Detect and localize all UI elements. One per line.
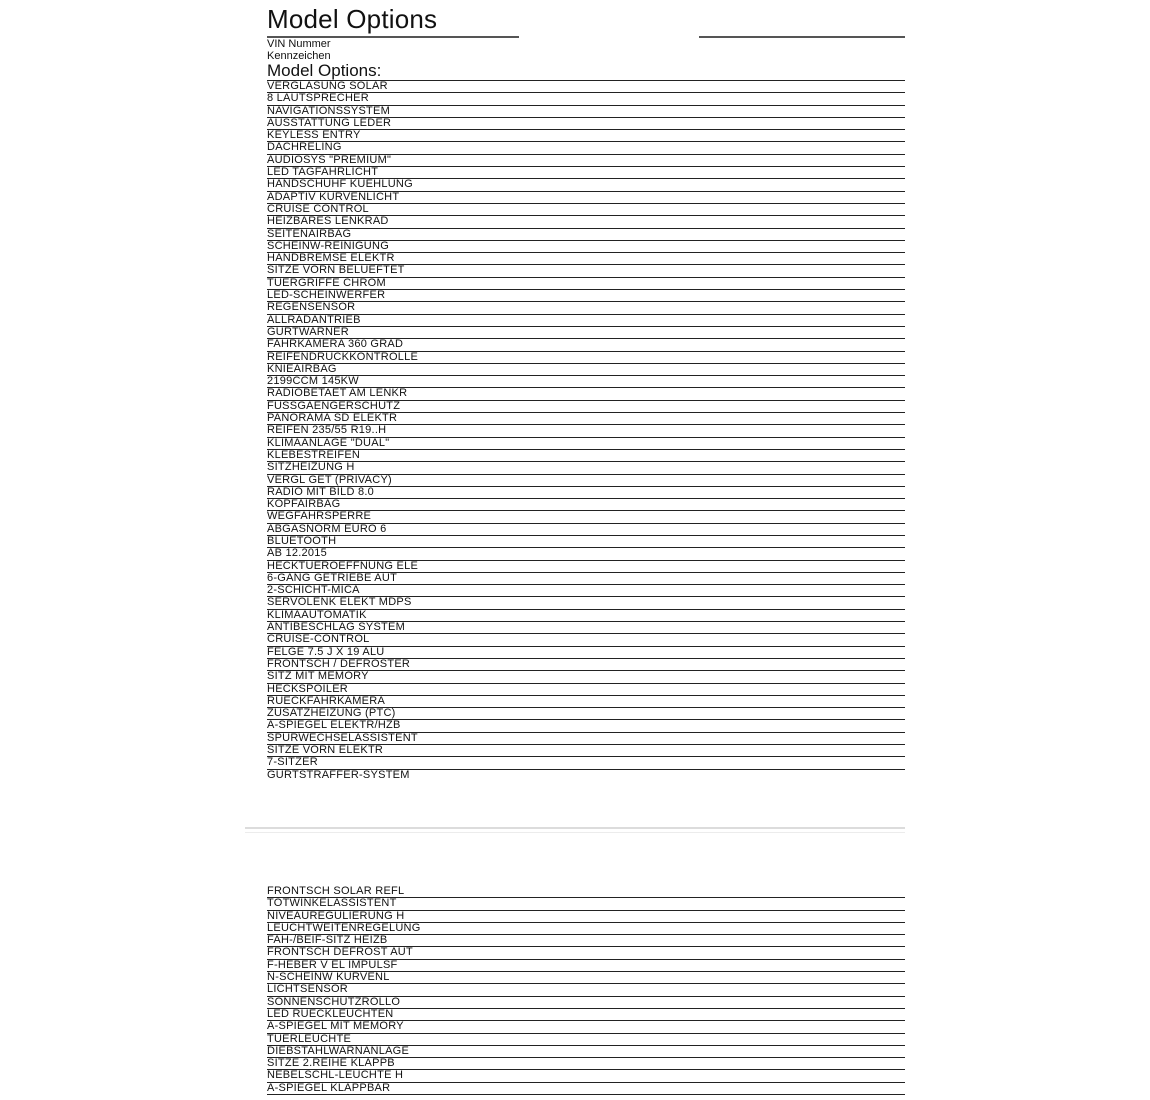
option-item: SEITENAIRBAG bbox=[267, 229, 905, 241]
option-item: TOTWINKELASSISTENT bbox=[267, 898, 905, 910]
option-item: F-HEBER V EL IMPULSF bbox=[267, 960, 905, 972]
option-item: ADAPTIV KURVENLICHT bbox=[267, 192, 905, 204]
option-item: LED TAGFAHRLICHT bbox=[267, 167, 905, 179]
option-item: KEYLESS ENTRY bbox=[267, 130, 905, 142]
option-item: ANTIBESCHLAG SYSTEM bbox=[267, 622, 905, 634]
option-item: N-SCHEINW KURVENL bbox=[267, 972, 905, 984]
option-item: PANORAMA SD ELEKTR bbox=[267, 413, 905, 425]
option-item: NEBELSCHL-LEUCHTE H bbox=[267, 1070, 905, 1082]
option-item: AB 12.2015 bbox=[267, 548, 905, 560]
option-item: GURTSTRAFFER-SYSTEM bbox=[267, 769, 410, 781]
page-title: Model Options bbox=[267, 4, 438, 34]
option-item: RADIOBETAET AM LENKR bbox=[267, 388, 905, 400]
page-divider-shadow bbox=[245, 832, 905, 833]
option-item: KLEBESTREIFEN bbox=[267, 450, 905, 462]
option-item: HEIZBARES LENKRAD bbox=[267, 216, 905, 228]
option-item: SONNENSCHUTZROLLO bbox=[267, 997, 905, 1009]
option-item: REGENSENSOR bbox=[267, 302, 905, 314]
option-item: HANDBREMSE ELEKTR bbox=[267, 253, 905, 265]
option-item: AUSSTATTUNG LEDER bbox=[267, 118, 905, 130]
option-item: SITZ MIT MEMORY bbox=[267, 671, 905, 683]
option-item: FUSSGAENGERSCHUTZ bbox=[267, 401, 905, 413]
option-item: TUERLEUCHTE bbox=[267, 1034, 905, 1046]
option-item: KNIEAIRBAG bbox=[267, 364, 905, 376]
option-item: HECKSPOILER bbox=[267, 684, 905, 696]
option-item: LEUCHTWEITENREGELUNG bbox=[267, 923, 905, 935]
options-list-page-2 bbox=[267, 886, 905, 1095]
option-item: 2199CCM 145KW bbox=[267, 376, 905, 388]
option-item: ALLRADANTRIEB bbox=[267, 315, 905, 327]
option-item: ABGASNORM EURO 6 bbox=[267, 524, 905, 536]
option-item: RADIO MIT BILD 8.0 bbox=[267, 487, 905, 499]
option-item: GURTWARNER bbox=[267, 327, 905, 339]
option-item: DACHRELING bbox=[267, 142, 905, 154]
option-item: REIFEN 235/55 R19..H bbox=[267, 425, 905, 437]
option-item: ZUSATZHEIZUNG (PTC) bbox=[267, 708, 905, 720]
options-list-page-1 bbox=[267, 80, 905, 781]
option-item: SITZE VORN BELUEFTET bbox=[267, 265, 905, 277]
option-item: WEGFAHRSPERRE bbox=[267, 511, 905, 523]
document-page-2 bbox=[245, 860, 905, 1100]
option-item: SITZE 2.REIHE KLAPPB bbox=[267, 1058, 905, 1070]
option-item: NIVEAUREGULIERUNG H bbox=[267, 911, 905, 923]
option-item: KOPFAIRBAG bbox=[267, 499, 905, 511]
option-item: VERGLASUNG SOLAR bbox=[267, 81, 905, 93]
option-item: LED RUECKLEUCHTEN bbox=[267, 1009, 905, 1021]
option-item: A-SPIEGEL ELEKTR/HZB bbox=[267, 720, 905, 732]
option-item: FAH-/BEIF-SITZ HEIZB bbox=[267, 935, 905, 947]
option-item: LED-SCHEINWERFER bbox=[267, 290, 905, 302]
option-item: 7-SITZER bbox=[267, 757, 905, 769]
option-item: SERVOLENK ELEKT MDPS bbox=[267, 597, 905, 609]
option-item: 2-SCHICHT-MICA bbox=[267, 585, 905, 597]
option-item: TUERGRIFFE CHROM bbox=[267, 278, 905, 290]
option-item: FAHRKAMERA 360 GRAD bbox=[267, 339, 905, 351]
option-item: FRONTSCH / DEFROSTER bbox=[267, 659, 905, 671]
option-item: KLIMAANLAGE "DUAL" bbox=[267, 438, 905, 450]
option-item: REIFENDRUCKKONTROLLE bbox=[267, 352, 905, 364]
vin-label: VIN Nummer bbox=[267, 38, 331, 50]
option-item: LICHTSENSOR bbox=[267, 984, 905, 996]
option-item: DIEBSTAHLWARNANLAGE bbox=[267, 1046, 905, 1058]
option-item: RUECKFAHRKAMERA bbox=[267, 696, 905, 708]
option-item: VERGL GET (PRIVACY) bbox=[267, 475, 905, 487]
option-item: 6-GANG GETRIEBE AUT bbox=[267, 573, 905, 585]
option-item: 8 LAUTSPRECHER bbox=[267, 93, 905, 105]
option-item: HECKTUEROEFFNUNG ELE bbox=[267, 561, 905, 573]
option-item: FRONTSCH SOLAR REFL bbox=[267, 886, 905, 898]
option-item: HANDSCHUHF KUEHLUNG bbox=[267, 179, 905, 191]
option-item: SCHEINW-REINIGUNG bbox=[267, 241, 905, 253]
option-item: CRUISE-CONTROL bbox=[267, 634, 905, 646]
page-divider bbox=[245, 827, 905, 829]
option-item: SITZHEIZUNG H bbox=[267, 462, 905, 474]
option-item: FRONTSCH DEFROST AUT bbox=[267, 947, 905, 959]
option-item: A-SPIEGEL KLAPPBAR bbox=[267, 1083, 905, 1095]
option-item: SPURWECHSELASSISTENT bbox=[267, 733, 905, 745]
signature-line bbox=[699, 36, 905, 38]
document-page-1 bbox=[245, 0, 905, 790]
option-item: AUDIOSYS "PREMIUM" bbox=[267, 155, 905, 167]
option-item: CRUISE CONTROL bbox=[267, 204, 905, 216]
option-item: BLUETOOTH bbox=[267, 536, 905, 548]
plate-label: Kennzeichen bbox=[267, 50, 331, 62]
options-heading: Model Options: bbox=[267, 61, 382, 80]
option-item: NAVIGATIONSSYSTEM bbox=[267, 106, 905, 118]
option-item: KLIMAAUTOMATIK bbox=[267, 610, 905, 622]
option-item: SITZE VORN ELEKTR bbox=[267, 745, 905, 757]
option-item: A-SPIEGEL MIT MEMORY bbox=[267, 1021, 905, 1033]
option-item: FELGE 7.5 J X 19 ALU bbox=[267, 647, 905, 659]
